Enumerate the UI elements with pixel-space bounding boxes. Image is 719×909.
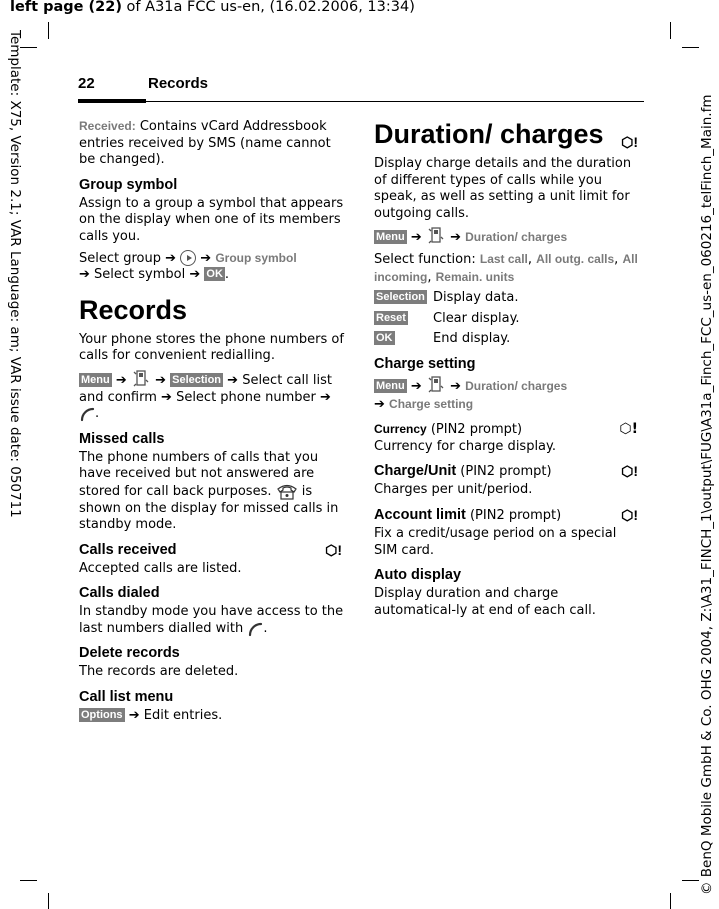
selection-key: Selection [376, 291, 425, 304]
account-limit-text: Fix a credit/usage period on a special SIM card. [374, 525, 617, 558]
network-service-icon: ⬡! [325, 541, 342, 558]
missed-calls-text [79, 450, 344, 534]
selection-text: Display data. [433, 290, 519, 306]
missed-text-2: is shown on the display for missed calls in standby mode. [79, 483, 339, 533]
duration-title: Duration/ charges [374, 119, 604, 149]
calls-received-text: Accepted calls are listed. [79, 560, 242, 576]
received-entry [79, 118, 344, 169]
arrow-icon: ➔ [196, 250, 216, 266]
records-steps: Menu ➔ ➔ Selection ➔ Select call list and confirm ➔ Select phone number ➔ . [79, 369, 344, 423]
auto-display-heading: Auto display [374, 567, 462, 584]
template-text: Template: X75, Version 2.1; VAR Language: am; VAR issue date: 050711 [7, 30, 23, 518]
currency-title: Currency [374, 422, 427, 437]
document-header [10, 0, 415, 15]
copyright-text: © BenQ Mobile GmbH & Co. OHG 2004, Z:\A31_FINCH_1\output\FUG\A31a_Finch_FCC_us-en_060216_telFinch_Main.fm [699, 94, 715, 895]
nav-right-icon [180, 250, 196, 266]
calls-dialed-heading: Calls dialed [79, 585, 160, 602]
records-icon [426, 375, 446, 395]
auto-display-text: Display duration and charge automatical-ly at end of each call. [374, 586, 596, 618]
arrow-icon: ➔ [450, 378, 461, 394]
reset-key: Reset [376, 311, 406, 324]
crop-mark [48, 22, 49, 39]
records-text: Your phone stores the phone numbers of calls for convenient redialling. [79, 331, 344, 364]
currency-heading [374, 421, 640, 439]
records-heading: Records [79, 294, 188, 325]
header-rule [78, 101, 644, 102]
missed-calls-heading: Missed calls [79, 430, 165, 447]
template-info [0, 30, 22, 830]
arrow-icon: ➔ [227, 372, 239, 388]
received-label: Received: [79, 119, 136, 133]
network-service-icon: ⬡! [619, 421, 638, 438]
right-column [374, 118, 640, 623]
charge-unit-heading [374, 463, 640, 480]
missed-text-1: The phone numbers of calls that you have received but not answered are stored for call back purposes. [79, 449, 319, 499]
delete-records-heading: Delete records [79, 645, 180, 662]
arrow-icon: ➔ [115, 372, 127, 388]
calls-received-title: Calls received [79, 541, 177, 558]
edit-entries-text: Edit entries. [139, 708, 223, 724]
select-group-text: Select group [79, 250, 166, 266]
ok-text: End display. [433, 331, 511, 347]
arrow-icon: ➔ [374, 396, 385, 412]
duration-text: Display charge details and the duration of different types of calls while you speak, as well as setting a unit limit for outgoing calls. [374, 156, 632, 221]
ok-row [374, 331, 640, 348]
options-key: Options [81, 709, 123, 722]
delete-records-text: The records are deleted. [79, 664, 239, 680]
crop-mark [20, 880, 37, 881]
select-phone-text: Select phone number [171, 389, 320, 405]
network-service-icon: ⬡! [621, 506, 638, 523]
pin2-text: (PIN2 prompt) [456, 464, 552, 480]
calls-received-heading [79, 542, 344, 559]
arrow-icon: ➔ [79, 267, 90, 283]
missed-call-icon [276, 483, 298, 500]
function-last-call: Last call [479, 251, 528, 266]
charge-setting-menu: Charge setting [389, 396, 474, 411]
account-limit-title: Account limit [374, 506, 466, 523]
header-rest: of A31a FCC us-en, (16.02.2006, 13:34) [121, 0, 415, 15]
select-symbol-text: Select symbol [89, 267, 190, 283]
received-text: Contains vCard Addressbook entries received by SMS (name cannot be changed). [79, 119, 331, 168]
call-list-menu-heading: Call list menu [79, 689, 174, 706]
select-call-text: Select call list and confirm [79, 372, 332, 405]
arrow-icon: ➔ [450, 230, 461, 246]
copyright-info [695, 0, 719, 909]
function-all-incoming: All incoming [374, 251, 638, 284]
charge-setting-steps [374, 375, 640, 413]
ok-key: OK [376, 332, 393, 345]
charge-setting-heading: Charge setting [374, 355, 476, 372]
reset-row [374, 311, 640, 328]
network-service-icon: ⬡! [621, 463, 638, 480]
header-bold: left page (22) [10, 0, 122, 15]
currency-text: Currency for charge display. [374, 438, 556, 454]
group-symbol-steps: Select group ➔ ➔ Group symbol ➔ Select symbol ➔ OK . [79, 250, 297, 283]
left-column [79, 118, 344, 729]
page-number: 22 [78, 75, 95, 92]
calls-dialed-text: In standby mode you have access to the last numbers dialled with . [79, 604, 344, 636]
reset-text: Clear display. [433, 310, 520, 326]
duration-steps [374, 226, 640, 247]
menu-key: Menu [376, 231, 405, 244]
selection-row [374, 290, 640, 307]
records-icon [426, 226, 446, 246]
charge-unit-text: Charges per unit/period. [374, 482, 533, 498]
selection-key: Selection [172, 373, 222, 386]
network-service-icon: ⬡! [621, 134, 638, 150]
page-title: Records [148, 75, 209, 92]
ok-key: OK [206, 268, 223, 281]
group-symbol-heading: Group symbol [79, 176, 178, 193]
group-symbol-menu: Group symbol [215, 250, 297, 265]
arrow-icon: ➔ [189, 267, 205, 283]
menu-key: Menu [81, 373, 110, 386]
call-key-icon [79, 406, 95, 422]
pin2-text: (PIN2 prompt) [465, 507, 562, 523]
call-list-steps [79, 708, 344, 725]
header-rule-accent [78, 99, 146, 103]
call-key-icon [247, 621, 263, 637]
records-icon [131, 369, 151, 389]
account-limit-heading [374, 507, 640, 524]
duration-heading [374, 118, 640, 150]
arrow-icon: ➔ [410, 230, 422, 246]
group-symbol-text: Assign to a group a symbol that appears on the display when one of its members calls you. [79, 195, 344, 244]
arrow-icon: ➔ [128, 708, 140, 724]
arrow-icon: ➔ [155, 372, 166, 388]
charge-unit-title: Charge/Unit [374, 463, 457, 480]
pin2-text: (PIN2 prompt) [426, 422, 523, 438]
crop-mark [48, 893, 49, 909]
arrow-icon: ➔ [161, 389, 172, 405]
duration-menu: Duration/ charges [465, 378, 568, 393]
duration-menu: Duration/ charges [465, 230, 568, 245]
function-list: Select function: Last call, All outg. calls, All incoming, Remain. units [374, 251, 638, 285]
function-all-outg: All outg. calls [536, 251, 615, 266]
arrow-icon: ➔ [165, 250, 181, 266]
select-function-text: Select function: [374, 251, 480, 267]
menu-key: Menu [376, 379, 405, 392]
function-remain-units: Remain. units [435, 269, 515, 284]
dialed-text: In standby mode you have access to the last numbers dialled with [79, 604, 344, 636]
crop-mark [670, 893, 671, 909]
arrow-icon: ➔ [410, 378, 422, 394]
arrow-icon: ➔ [320, 389, 331, 405]
crop-mark [670, 22, 671, 39]
